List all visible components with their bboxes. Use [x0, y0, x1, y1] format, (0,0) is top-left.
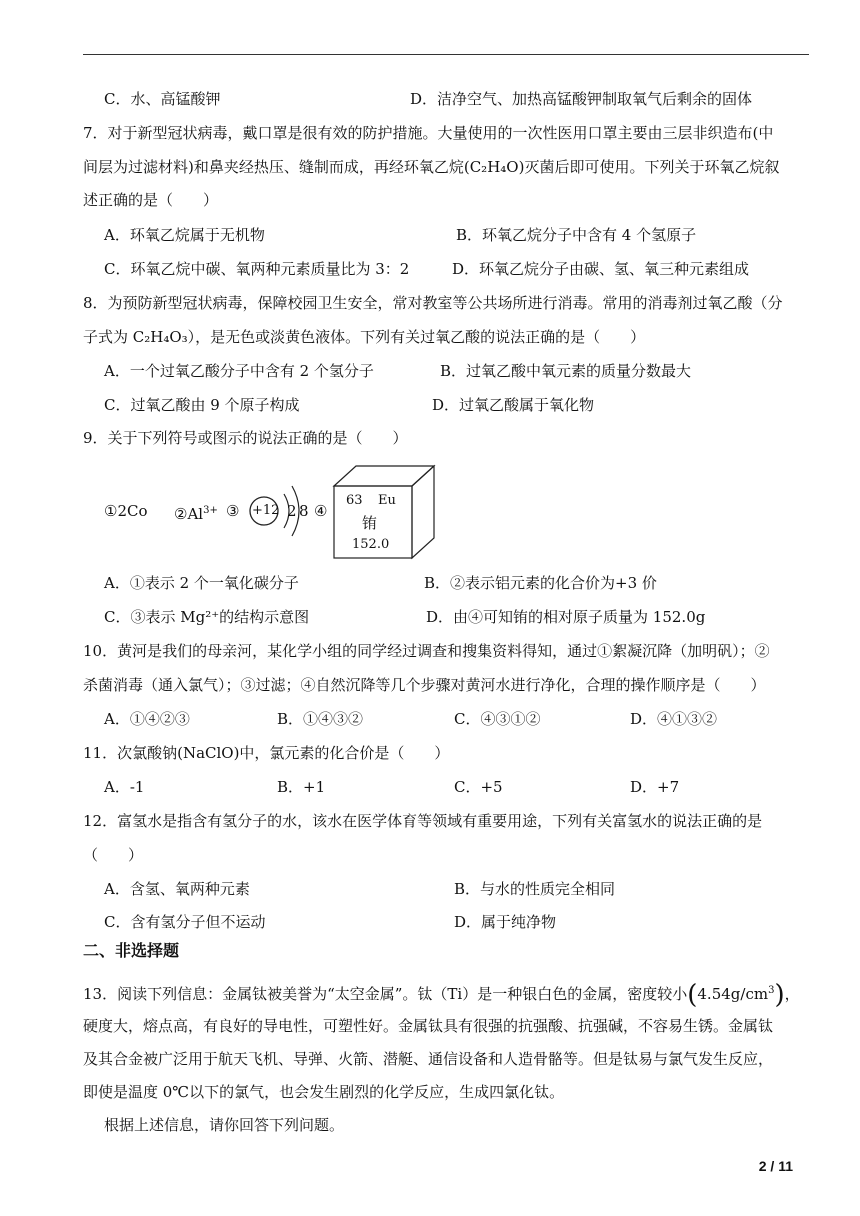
q10-option-d: D．④①③② — [630, 710, 718, 728]
q12-option-d: D．属于纯净物 — [454, 913, 557, 931]
al-base: ②Al — [174, 505, 204, 523]
density-exponent: 3 — [768, 985, 775, 996]
q7-option-c: C．环氧乙烷中碳、氧两种元素质量比为 3：2 — [104, 260, 410, 278]
q13-line1-end: ， — [784, 985, 800, 1003]
atomic-mass: 152.0 — [352, 537, 390, 552]
header-rule — [83, 54, 809, 55]
label-3: ③ — [226, 502, 240, 520]
symbol-2co: ①2Co — [104, 502, 148, 520]
q12-option-b: B．与水的性质完全相同 — [454, 880, 616, 898]
q7-option-a: A．环氧乙烷属于无机物 — [104, 226, 265, 244]
shell-1-electrons: 2 — [287, 502, 297, 520]
q10-option-b: B．①④③② — [277, 710, 364, 728]
q11-option-d: D．+7 — [630, 778, 680, 796]
q7-option-b: B．环氧乙烷分子中含有 4 个氢原子 — [456, 226, 697, 244]
element-symbol: Eu — [378, 493, 396, 508]
q13-line1-text: 13．阅读下列信息：金属钛被美誉为“太空金属”。钛（Ti）是一种银白色的金属，密度较小 — [83, 985, 688, 1003]
page-number: 2 / 11 — [758, 1158, 793, 1174]
q10-option-a: A．①④②③ — [104, 710, 190, 728]
label-4: ④ — [314, 502, 328, 520]
element-name: 铕 — [362, 514, 378, 532]
q7-stem-line2: 间层为过滤材料)和鼻夹经热压、缝制而成，再经环氧乙烷(C₂H₄O)灭菌后即可使用。下列关于环氧乙烷叙 — [83, 158, 780, 176]
q8-stem-line2: 子式为 C₂H₄O₃），是无色或淡黄色液体。下列有关过氧乙酸的说法正确的是（ ） — [83, 328, 646, 346]
q6-option-d: D．洁净空气、加热高锰酸钾制取氧气后剩余的固体 — [410, 90, 753, 108]
q7-stem-line3: 述正确的是（ ） — [83, 191, 219, 209]
q10-stem-line1: 10．黄河是我们的母亲河，某化学小组的同学经过调查和搜集资料得知，通过①絮凝沉降（加明矾）；② — [83, 642, 770, 660]
q8-option-a: A．一个过氧乙酸分子中含有 2 个氢分子 — [104, 362, 374, 380]
q12-option-a: A．含氢、氧两种元素 — [104, 880, 250, 898]
atomic-number: 63 — [346, 493, 363, 508]
q11-option-b: B．+1 — [277, 778, 326, 796]
q12-stem-line1: 12．富氢水是指含有氢分子的水，该水在医学体育等领域有重要用途，下列有关富氢水的说法正确的是 — [83, 812, 763, 830]
q9-option-a: A．①表示 2 个一氧化碳分子 — [104, 574, 299, 592]
q9-option-d: D．由④可知铕的相对原子质量为 152.0g — [426, 608, 706, 626]
q9-stem: 9．关于下列符号或图示的说法正确的是（ ） — [83, 429, 408, 447]
q7-stem-line1: 7．对于新型冠状病毒，戴口罩是很有效的防护措施。大量使用的一次性医用口罩主要由三层非织造布(中 — [83, 124, 774, 142]
q11-option-a: A．-1 — [104, 778, 145, 796]
q9-option-b: B．②表示铝元素的化合价为+3 价 — [424, 574, 657, 592]
q8-option-b: B．过氧乙酸中氧元素的质量分数最大 — [440, 362, 692, 380]
section-heading: 二、非选择题 — [83, 941, 180, 960]
density-value: 4.54g/cm — [697, 985, 769, 1003]
q13-line5: 根据上述信息，请你回答下列问题。 — [104, 1116, 345, 1134]
shell-2-electrons: 8 — [299, 502, 309, 520]
q11-stem: 11．次氯酸钠(NaClO)中，氯元素的化合价是（ ） — [83, 744, 450, 762]
q8-option-c: C．过氧乙酸由 9 个原子构成 — [104, 396, 300, 414]
q7-option-d: D．环氧乙烷分子由碳、氢、氧三种元素组成 — [452, 260, 750, 278]
q13-line3: 及其合金被广泛用于航天飞机、导弹、火箭、潜艇、通信设备和人造骨骼等。但是钛易与氯气发生反应， — [83, 1050, 774, 1068]
q12-option-c: C．含有氢分子但不运动 — [104, 913, 266, 931]
q11-option-c: C．+5 — [454, 778, 503, 796]
q8-stem-line1: 8．为预防新型冠状病毒，保障校园卫生安全，常对教室等公共场所进行消毒。常用的消毒剂过氧乙酸（分 — [83, 294, 783, 312]
q12-stem-line2: （ ） — [83, 846, 144, 864]
q10-option-c: C．④③①② — [454, 710, 541, 728]
q9-figure — [104, 460, 444, 560]
q9-option-c: C．③表示 Mg²⁺的结构示意图 — [104, 608, 310, 626]
symbol-al-ion — [174, 500, 218, 525]
density-formula: $(4.54g/cm^3)$ — [687, 980, 785, 1010]
q13-line2: 硬度大，熔点高，有良好的导电性，可塑性好。金属钛具有很强的抗强酸、抗强碱，不容易生锈。金属钛 — [83, 1017, 774, 1035]
al-charge: 3+ — [203, 505, 218, 516]
nucleus-charge: +12 — [252, 503, 280, 518]
q10-stem-line2: 杀菌消毒（通入氯气）；③过滤；④自然沉降等几个步骤对黄河水进行净化，合理的操作顺序是（ ） — [83, 676, 766, 694]
q6-option-c: C．水、高锰酸钾 — [104, 90, 221, 108]
q13-line4: 即使是温度 0℃以下的氯气，也会发生剧烈的化学反应，生成四氯化钛。 — [83, 1083, 565, 1101]
q13-line1 — [83, 976, 800, 1010]
q8-option-d: D．过氧乙酸属于氧化物 — [432, 396, 595, 414]
